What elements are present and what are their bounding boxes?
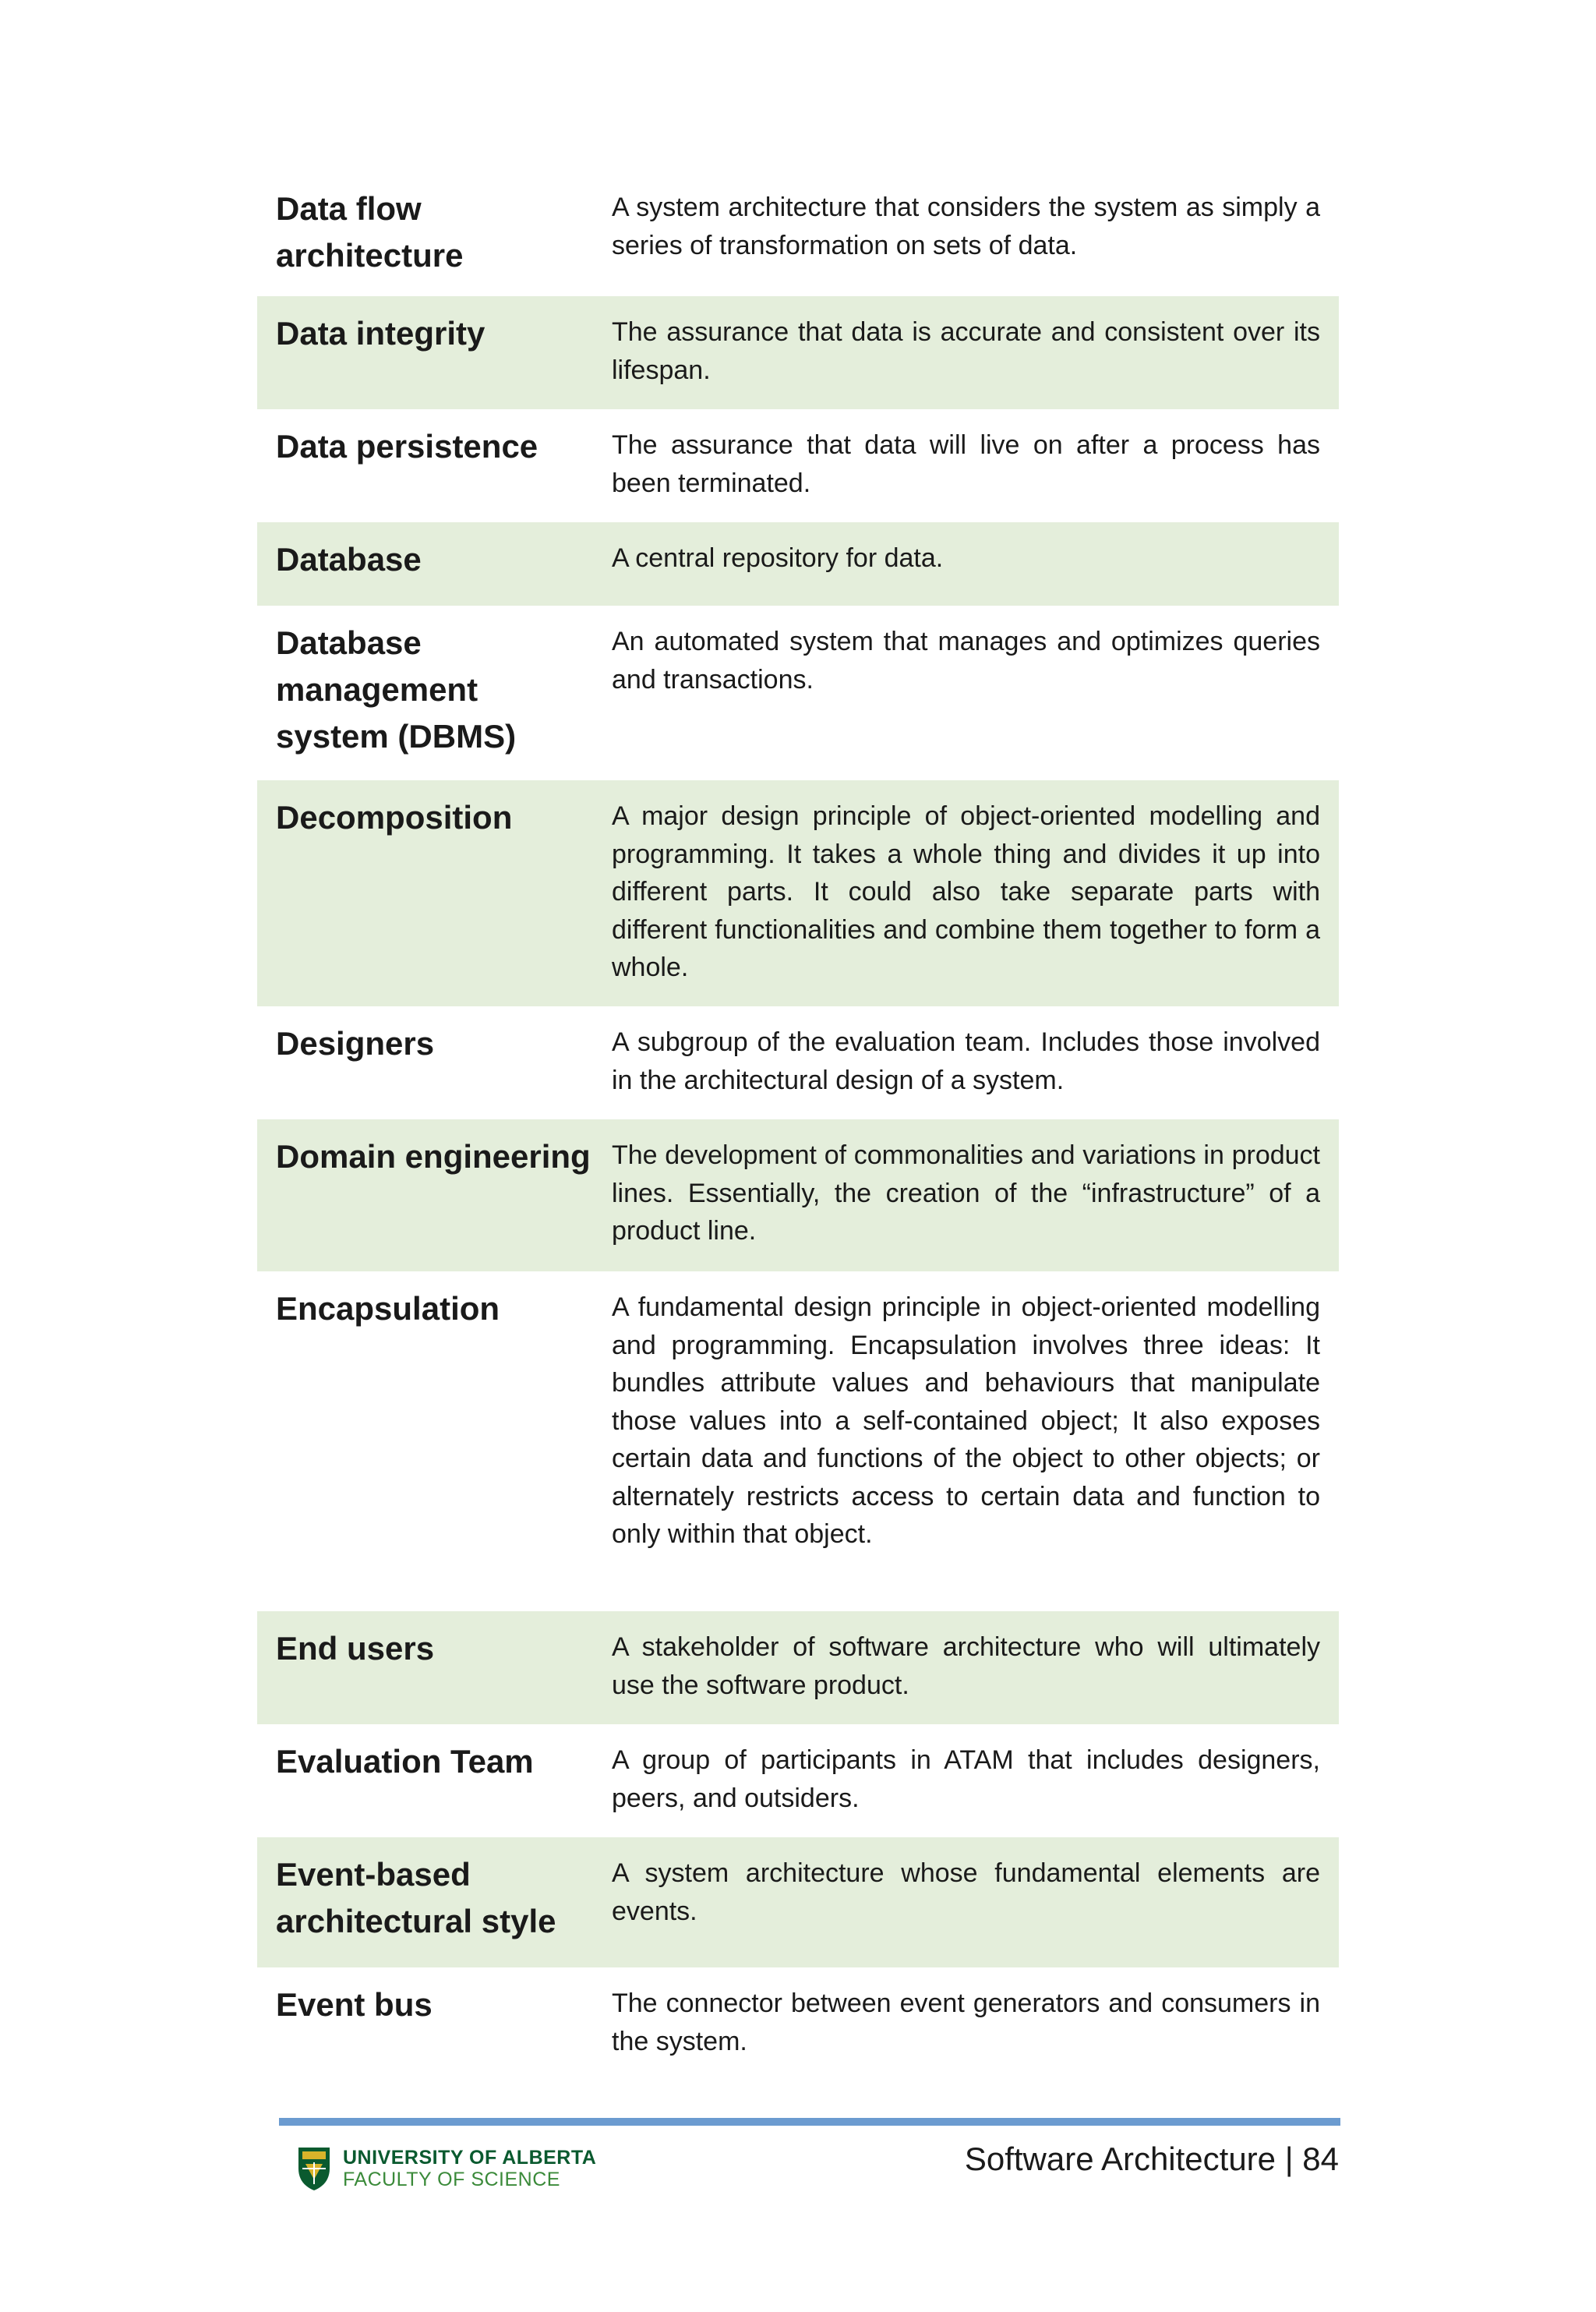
glossary-row: [257, 1724, 1339, 1837]
glossary-row: [257, 1837, 1339, 1967]
glossary-row: [257, 1611, 1339, 1724]
glossary-row: [257, 296, 1339, 409]
glossary-definition: The connector between event generators and consumers in the system.: [612, 1989, 1320, 2056]
glossary-table: [257, 171, 1339, 2084]
glossary-row: [257, 606, 1339, 780]
glossary-term: Designers: [276, 1025, 435, 1062]
glossary-term: Encapsulation: [276, 1290, 500, 1327]
glossary-row: [257, 171, 1339, 296]
logo-university-name: UNIVERSITY OF ALBERTA: [343, 2147, 597, 2169]
glossary-definition: An automated system that manages and optimizes queries and transactions.: [612, 627, 1320, 695]
glossary-row: [257, 522, 1339, 606]
glossary-row: [257, 409, 1339, 522]
glossary-term: Database: [276, 541, 422, 578]
glossary-term: Domain engineering: [276, 1138, 591, 1175]
glossary-definition: A group of participants in ATAM that includes designers, peers, and outsiders.: [612, 1745, 1320, 1813]
glossary-row: [257, 780, 1339, 1006]
glossary-term: Evaluation Team: [276, 1743, 534, 1780]
glossary-definition: The assurance that data will live on after a process has been terminated.: [612, 430, 1320, 498]
page-number-label: Software Architecture | 84: [964, 2141, 1339, 2177]
glossary-row: [257, 1271, 1339, 1611]
glossary-term: End users: [276, 1630, 435, 1667]
glossary-row: [257, 1119, 1339, 1271]
glossary-term: Data flow architecture: [276, 190, 464, 274]
glossary-definition: A stakeholder of software architecture who will ultimately use the software product.: [612, 1632, 1320, 1700]
glossary-term: Decomposition: [276, 799, 513, 836]
glossary-definition: The development of commonalities and variations in product lines. Essentially, the creation of the “infrastructure” of a product line.: [612, 1140, 1320, 1246]
glossary-term: Data integrity: [276, 315, 486, 352]
glossary-definition: A subgroup of the evaluation team. Includes those involved in the architectural design of a system.: [612, 1027, 1320, 1095]
glossary-row: [257, 1006, 1339, 1119]
shield-icon: [296, 2145, 332, 2192]
university-logo: [296, 2145, 596, 2192]
logo-faculty-name: FACULTY OF SCIENCE: [343, 2169, 560, 2190]
glossary-term: Event-based architectural style: [276, 1856, 556, 1939]
glossary-definition: A central repository for data.: [612, 543, 944, 573]
glossary-term: Event bus: [276, 1986, 433, 2023]
glossary-definition: A system architecture whose fundamental elements are events.: [612, 1858, 1320, 1926]
glossary-row: [257, 1967, 1339, 2084]
glossary-definition: The assurance that data is accurate and consistent over its lifespan.: [612, 317, 1320, 385]
glossary-definition: A fundamental design principle in object-oriented modelling and programming. Encapsulation involves three ideas: It bundles attribute values and behaviours that manipulate those values into a self-contained object; It also exposes certain data and functions of the object to other objects; or alternately restricts access to certain data and function to only within that object.: [612, 1292, 1320, 1549]
glossary-definition: A system architecture that considers the system as simply a series of transformation on sets of data.: [612, 193, 1320, 260]
glossary-term: Database management system (DBMS): [276, 624, 517, 755]
glossary-definition: A major design principle of object-oriented modelling and programming. It takes a whole thing and divides it up into different parts. It could also take separate parts with different functionalities and combine them together to form a whole.: [612, 801, 1320, 982]
glossary-term: Data persistence: [276, 428, 538, 465]
footer-divider: [279, 2118, 1340, 2126]
